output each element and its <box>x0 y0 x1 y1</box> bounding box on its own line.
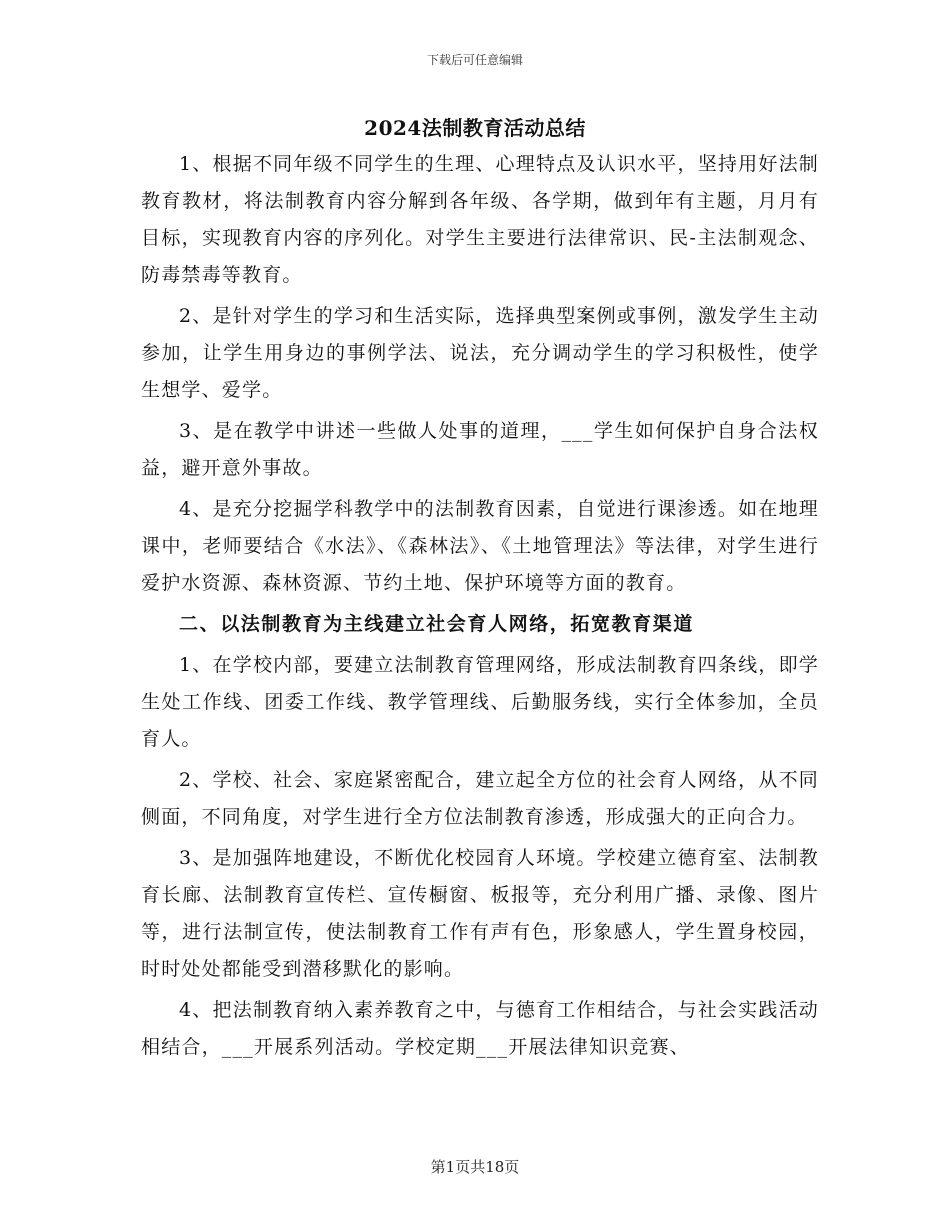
page-header-note: 下载后可任意编辑 <box>426 53 523 67</box>
paragraph-2: 2、是针对学生的学习和生活实际，选择典型案例或事例，激发学生主动参加，让学生用身边的事例学法、说法，充分调动学生的学习积极性，使学生想学、爱学。 <box>141 305 819 401</box>
paragraph-8: 4、把法制教育纳入素养教育之中，与德育工作相结合，与社会实践活动相结合，___开展系列活动。学校定期___开展法律知识竞赛、 <box>141 999 819 1058</box>
document-body <box>141 146 819 1070</box>
paragraph-3: 3、是在教学中讲述一些做人处事的道理，___学生如何保护自身合法权益，避开意外事故。 <box>141 420 819 479</box>
paragraph-1: 1、根据不同年级不同学生的生理、心理特点及认识水平，坚持用好法制教育教材，将法制教育内容分解到各年级、各学期，做到年有主题，月月有目标，实现教育内容的序列化。对学生主要进行法律常识、民-主法制观念、防毒禁毒等教育。 <box>141 153 819 286</box>
paragraph-7: 3、是加强阵地建设，不断优化校园育人环境。学校建立德育室、法制教育长廊、法制教育宣传栏、宣传橱窗、板报等，充分利用广播、录像、图片等，进行法制宣传，使法制教育工作有声有色，形象感人，学生置身校园，时时处处都能受到潜移默化的影响。 <box>141 847 819 980</box>
paragraph-6: 2、学校、社会、家庭紧密配合，建立起全方位的社会育人网络，从不同侧面，不同角度，对学生进行全方位法制教育渗透，形成强大的正向合力。 <box>141 769 819 828</box>
section-heading-2: 二、以法制教育为主线建立社会育人网络，拓宽教育渠道 <box>179 613 695 635</box>
page-number: 第1页共18页 <box>430 1158 520 1176</box>
paragraph-4: 4、是充分挖掘学科教学中的法制教育因素，自觉进行课渗透。如在地理课中，老师要结合《水法》、《森林法》、《土地管理法》等法律，对学生进行爱护水资源、森林资源、节约土地、保护环境等方面的教育。 <box>141 498 819 594</box>
paragraph-5: 1、在学校内部，要建立法制教育管理网络，形成法制教育四条线，即学生处工作线、团委工作线、教学管理线、后勤服务线，实行全体参加，全员育人。 <box>141 654 819 750</box>
document-title: 2024法制教育活动总结 <box>364 116 586 140</box>
